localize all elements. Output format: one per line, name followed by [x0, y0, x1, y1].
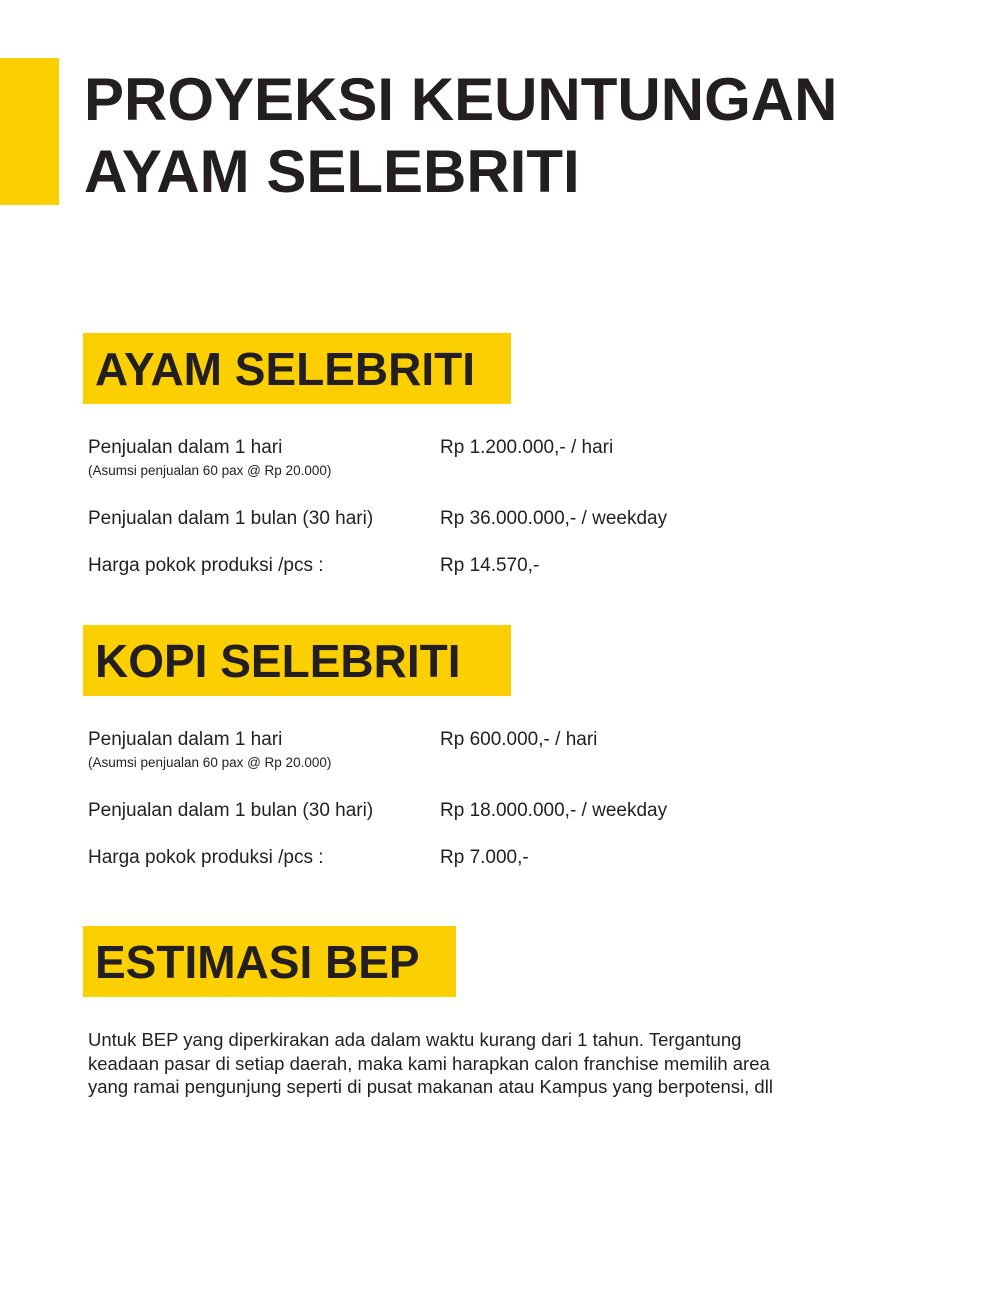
- row-label: Penjualan dalam 1 hari: [88, 437, 283, 458]
- accent-bar: [0, 58, 59, 205]
- section-heading-ayam: [83, 333, 511, 404]
- section-heading-bep: [83, 926, 456, 997]
- page-title-line-2: AYAM SELEBRITI: [84, 138, 580, 205]
- bep-description: [88, 1028, 848, 1099]
- row-value: Rp 18.000.000,- / weekday: [440, 800, 668, 821]
- row-value: Rp 7.000,-: [440, 847, 529, 868]
- row-label: Harga pokok produksi /pcs :: [88, 555, 324, 576]
- row-label: Penjualan dalam 1 bulan (30 hari): [88, 508, 374, 529]
- row-label: Penjualan dalam 1 bulan (30 hari): [88, 800, 374, 821]
- bep-description-line: yang ramai pengunjung seperti di pusat makanan atau Kampus yang berpotensi, dll: [88, 1076, 773, 1097]
- bep-description-line: keadaan pasar di setiap daerah, maka kami harapkan calon franchise memilih area: [88, 1052, 770, 1074]
- page-title-line-1: PROYEKSI KEUNTUNGAN: [84, 66, 838, 133]
- section-heading-label: AYAM SELEBRITI: [95, 342, 476, 395]
- row-value: Rp 36.000.000,- / weekday: [440, 508, 668, 529]
- section-heading-label: KOPI SELEBRITI: [95, 634, 461, 687]
- assumption-note-kopi: (Asumsi penjualan 60 pax @ Rp 20.000): [88, 755, 332, 770]
- row-value: Rp 600.000,- / hari: [440, 729, 598, 750]
- bep-description-line: Untuk BEP yang diperkirakan ada dalam waktu kurang dari 1 tahun. Tergantung: [88, 1029, 742, 1050]
- row-value: Rp 14.570,-: [440, 555, 540, 576]
- row-label: Harga pokok produksi /pcs :: [88, 847, 324, 868]
- assumption-note-ayam: (Asumsi penjualan 60 pax @ Rp 20.000): [88, 463, 332, 478]
- section-heading-kopi: [83, 625, 511, 696]
- section-heading-label: ESTIMASI BEP: [95, 935, 420, 988]
- page-title: [84, 64, 837, 208]
- row-label: Penjualan dalam 1 hari: [88, 729, 283, 750]
- row-value: Rp 1.200.000,- / hari: [440, 437, 614, 458]
